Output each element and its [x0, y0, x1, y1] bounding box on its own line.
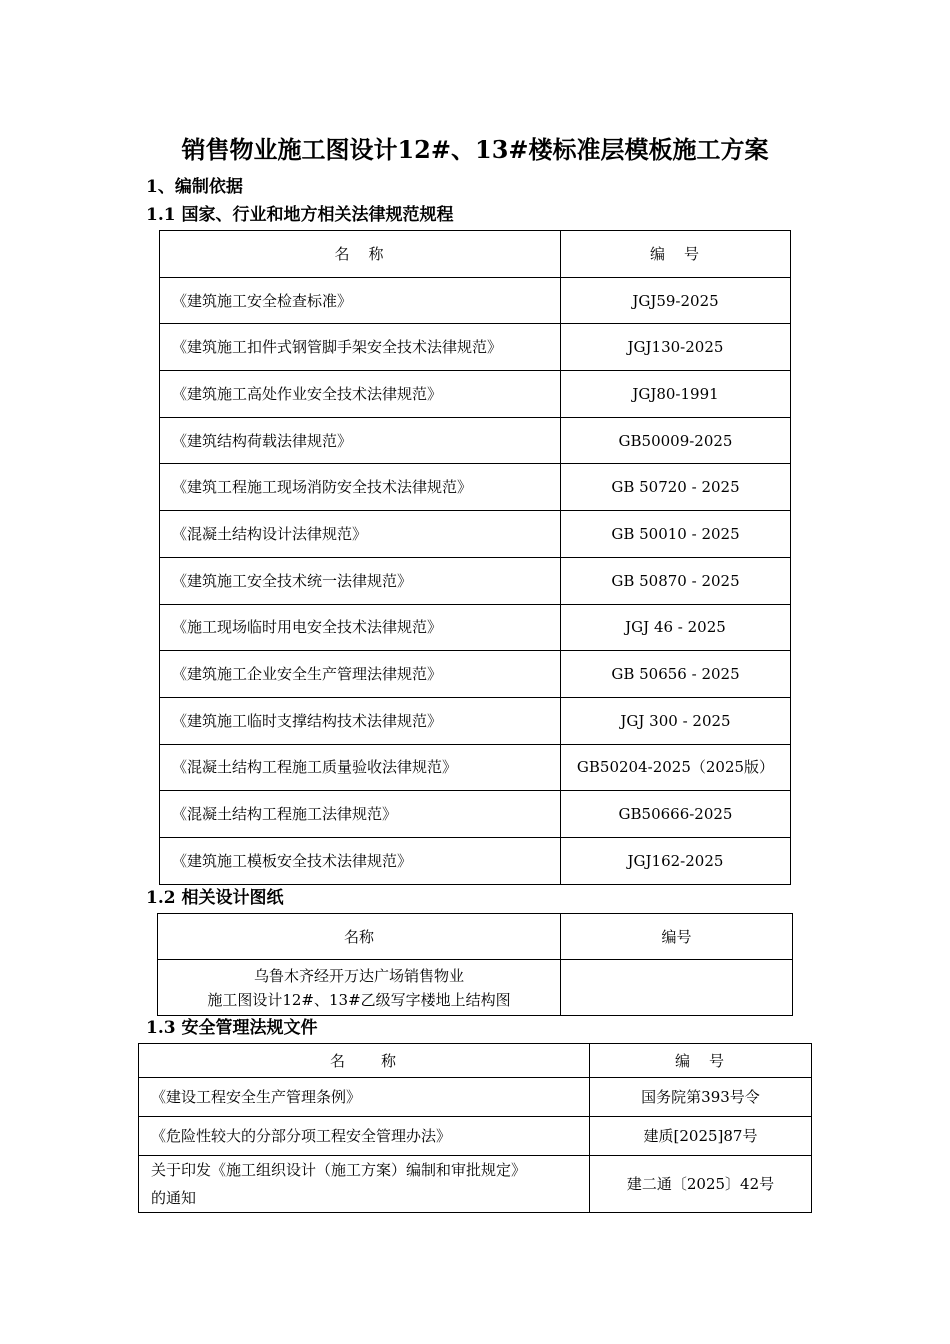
standard-name-cell: 《建筑结构荷载法律规范》 — [160, 417, 561, 464]
table-row — [158, 960, 793, 1016]
standard-code-cell: JGJ59-2025 — [561, 277, 791, 324]
regulations-table — [138, 1043, 812, 1213]
standard-code-cell: JGJ 300 - 2025 — [561, 697, 791, 744]
table-row — [160, 651, 791, 698]
table-row — [160, 417, 791, 464]
regulation-name-cell: 《危险性较大的分部分项工程安全管理办法》 — [139, 1117, 590, 1156]
standard-code-cell: GB50204-2025（2025版） — [561, 744, 791, 791]
table-row — [160, 791, 791, 838]
regulation-name-cell: 《建设工程安全生产管理条例》 — [139, 1078, 590, 1117]
table-row — [160, 604, 791, 651]
standard-name-cell: 《混凝土结构设计法律规范》 — [160, 511, 561, 558]
column-header-code: 编 号 — [590, 1044, 812, 1078]
standard-code-cell: GB 50870 - 2025 — [561, 557, 791, 604]
regulation-code-cell: 建质[2025]87号 — [590, 1117, 812, 1156]
standard-name-cell: 《建筑施工安全检查标准》 — [160, 277, 561, 324]
standard-code-cell: JGJ 46 - 2025 — [561, 604, 791, 651]
table-row — [160, 744, 791, 791]
standard-code-cell: JGJ130-2025 — [561, 324, 791, 371]
section-heading-1-2: 1.2 相关设计图纸 — [146, 888, 284, 908]
drawings-table — [157, 913, 793, 1016]
regulation-code-cell: 国务院第393号令 — [590, 1078, 812, 1117]
column-header-name: 名称 — [158, 914, 561, 960]
standard-code-cell: JGJ162-2025 — [561, 837, 791, 884]
table-row — [160, 277, 791, 324]
standard-name-cell: 《建筑施工模板安全技术法律规范》 — [160, 837, 561, 884]
standard-name-cell: 《混凝土结构工程施工质量验收法律规范》 — [160, 744, 561, 791]
table-row — [139, 1156, 812, 1213]
table-row — [160, 837, 791, 884]
standard-name-cell: 《建筑工程施工现场消防安全技术法律规范》 — [160, 464, 561, 511]
table-row — [160, 557, 791, 604]
drawing-name-cell — [158, 960, 561, 1016]
table-row — [160, 464, 791, 511]
standard-code-cell: GB 50720 - 2025 — [561, 464, 791, 511]
standard-name-cell: 《建筑施工临时支撑结构技术法律规范》 — [160, 697, 561, 744]
standard-name-cell: 《建筑施工高处作业安全技术法律规范》 — [160, 371, 561, 418]
standard-code-cell: JGJ80-1991 — [561, 371, 791, 418]
standard-code-cell: GB 50656 - 2025 — [561, 651, 791, 698]
table-header-row — [160, 231, 791, 278]
standard-name-cell: 《建筑施工安全技术统一法律规范》 — [160, 557, 561, 604]
regulation-name-line-1: 关于印发《施工组织设计（施工方案）编制和审批规定》 — [151, 1161, 527, 1179]
table-row — [139, 1117, 812, 1156]
drawing-name-line-2: 施工图设计12#、13#乙级写字楼地上结构图 — [207, 990, 511, 1009]
table-header-row — [139, 1044, 812, 1078]
standard-name-cell: 《混凝土结构工程施工法律规范》 — [160, 791, 561, 838]
table-header-row — [158, 914, 793, 960]
regulation-name-line-2: 的通知 — [151, 1189, 197, 1207]
column-header-code: 编 号 — [561, 231, 791, 278]
standard-name-cell: 《建筑施工企业安全生产管理法律规范》 — [160, 651, 561, 698]
section-heading-1: 1、编制依据 — [146, 177, 243, 197]
document-title: 销售物业施工图设计12#、13#楼标准层模板施工方案 — [181, 135, 769, 164]
drawing-code-cell — [561, 960, 793, 1016]
column-header-name: 名 称 — [139, 1044, 590, 1078]
standard-name-cell: 《建筑施工扣件式钢管脚手架安全技术法律规范》 — [160, 324, 561, 371]
column-header-code: 编号 — [561, 914, 793, 960]
standard-code-cell: GB50666-2025 — [561, 791, 791, 838]
regulation-name-cell — [139, 1156, 590, 1213]
standard-code-cell: GB50009-2025 — [561, 417, 791, 464]
table-row — [160, 324, 791, 371]
standard-name-cell: 《施工现场临时用电安全技术法律规范》 — [160, 604, 561, 651]
regulation-code-cell: 建二通〔2025〕42号 — [590, 1156, 812, 1213]
table-row — [139, 1078, 812, 1117]
standards-table — [159, 230, 791, 885]
section-heading-1-1: 1.1 国家、行业和地方相关法律规范规程 — [146, 205, 454, 225]
table-row — [160, 511, 791, 558]
table-row — [160, 371, 791, 418]
table-row — [160, 697, 791, 744]
drawing-name-line-1: 乌鲁木齐经开万达广场销售物业 — [253, 966, 464, 985]
standard-code-cell: GB 50010 - 2025 — [561, 511, 791, 558]
column-header-name: 名 称 — [160, 231, 561, 278]
section-heading-1-3: 1.3 安全管理法规文件 — [146, 1018, 318, 1038]
